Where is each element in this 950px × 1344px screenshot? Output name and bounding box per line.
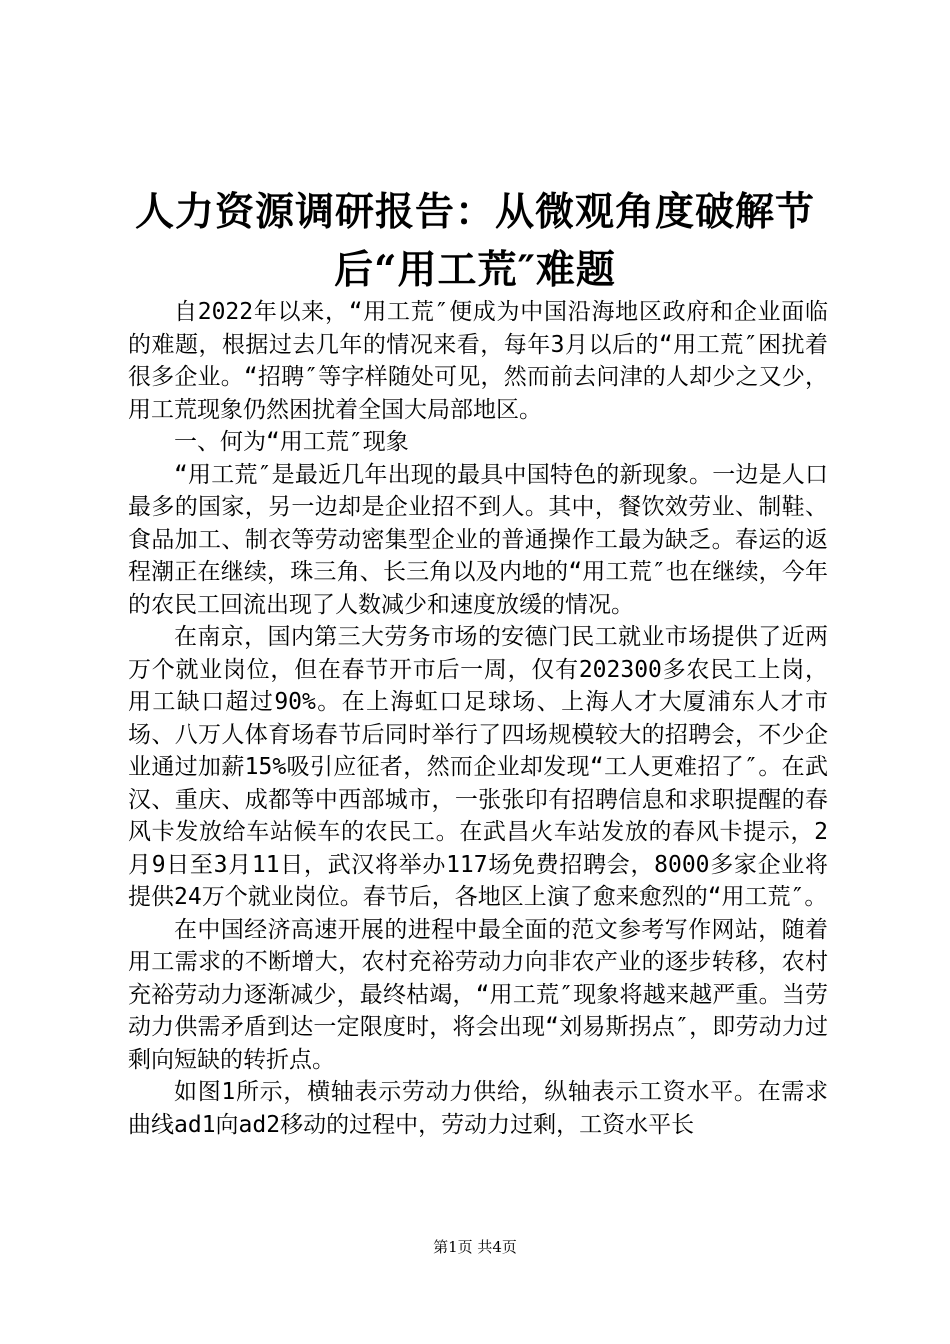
section-heading: 一、何为“用工荒″现象 bbox=[174, 429, 409, 455]
paragraph: 在南京，国内第三大劳务市场的安德门民工就业市场提供了近两万个就业岗位，但在春节开市后一周，仅有202300多农民工上岗，用工缺口超过90%。在上海虹口足球场、上海人才大厦浦东人才市场、八万人体育场春节后同时举行了四场规模较大的招聘会，不少企业通过加薪15%吸引应征者，然而企业却发现“工人更难招了″。在武汉、重庆、成都等中西部城市，一张张印有招聘信息和求职提醒的春风卡发放给车站候车的农民工。在武昌火车站发放的春风卡提示，2月9日至3月11日，武汉将举办117场免费招聘会，8000多家企业将提供24万个就业岗位。春节后，各地区上演了愈来愈烈的“用工荒″。 bbox=[128, 624, 828, 910]
document-body bbox=[128, 296, 828, 1141]
paragraph: 自2022年以来，“用工荒″便成为中国沿海地区政府和企业面临的难题，根据过去几年的情况来看，每年3月以后的“用工荒″困扰着很多企业。“招聘″等字样随处可见，然而前去问津的人却少之又少，用工荒现象仍然困扰着全国大局部地区。 bbox=[128, 299, 828, 423]
document-title: 人力资源调研报告：从微观角度破解节后“用工荒″难题 bbox=[134, 189, 815, 293]
paragraph: 在中国经济高速开展的进程中最全面的范文参考写作网站，随着用工需求的不断增大，农村充裕劳动力向非农产业的逐步转移，农村充裕劳动力逐渐减少，最终枯竭，“用工荒″现象将越来越严重。当劳动力供需矛盾到达一定限度时，将会出现“刘易斯拐点″，即劳动力过剩向短缺的转折点。 bbox=[128, 916, 828, 1073]
paragraph: “用工荒″是最近几年出现的最具中国特色的新现象。一边是人口最多的国家，另一边却是企业招不到人。其中，餐饮效劳业、制鞋、食品加工、制衣等劳动密集型企业的普通操作工最为缺乏。春运的返程潮正在继续，珠三角、长三角以及内地的“用工荒″也在继续，今年的农民工回流出现了人数减少和速度放缓的情况。 bbox=[128, 461, 828, 618]
paragraph: 如图1所示，横轴表示劳动力供给，纵轴表示工资水平。在需求曲线ad1向ad2移动的过程中，劳动力过剩，工资水平长 bbox=[128, 1079, 828, 1138]
page-footer: 第1页 共4页 bbox=[433, 1238, 517, 1256]
